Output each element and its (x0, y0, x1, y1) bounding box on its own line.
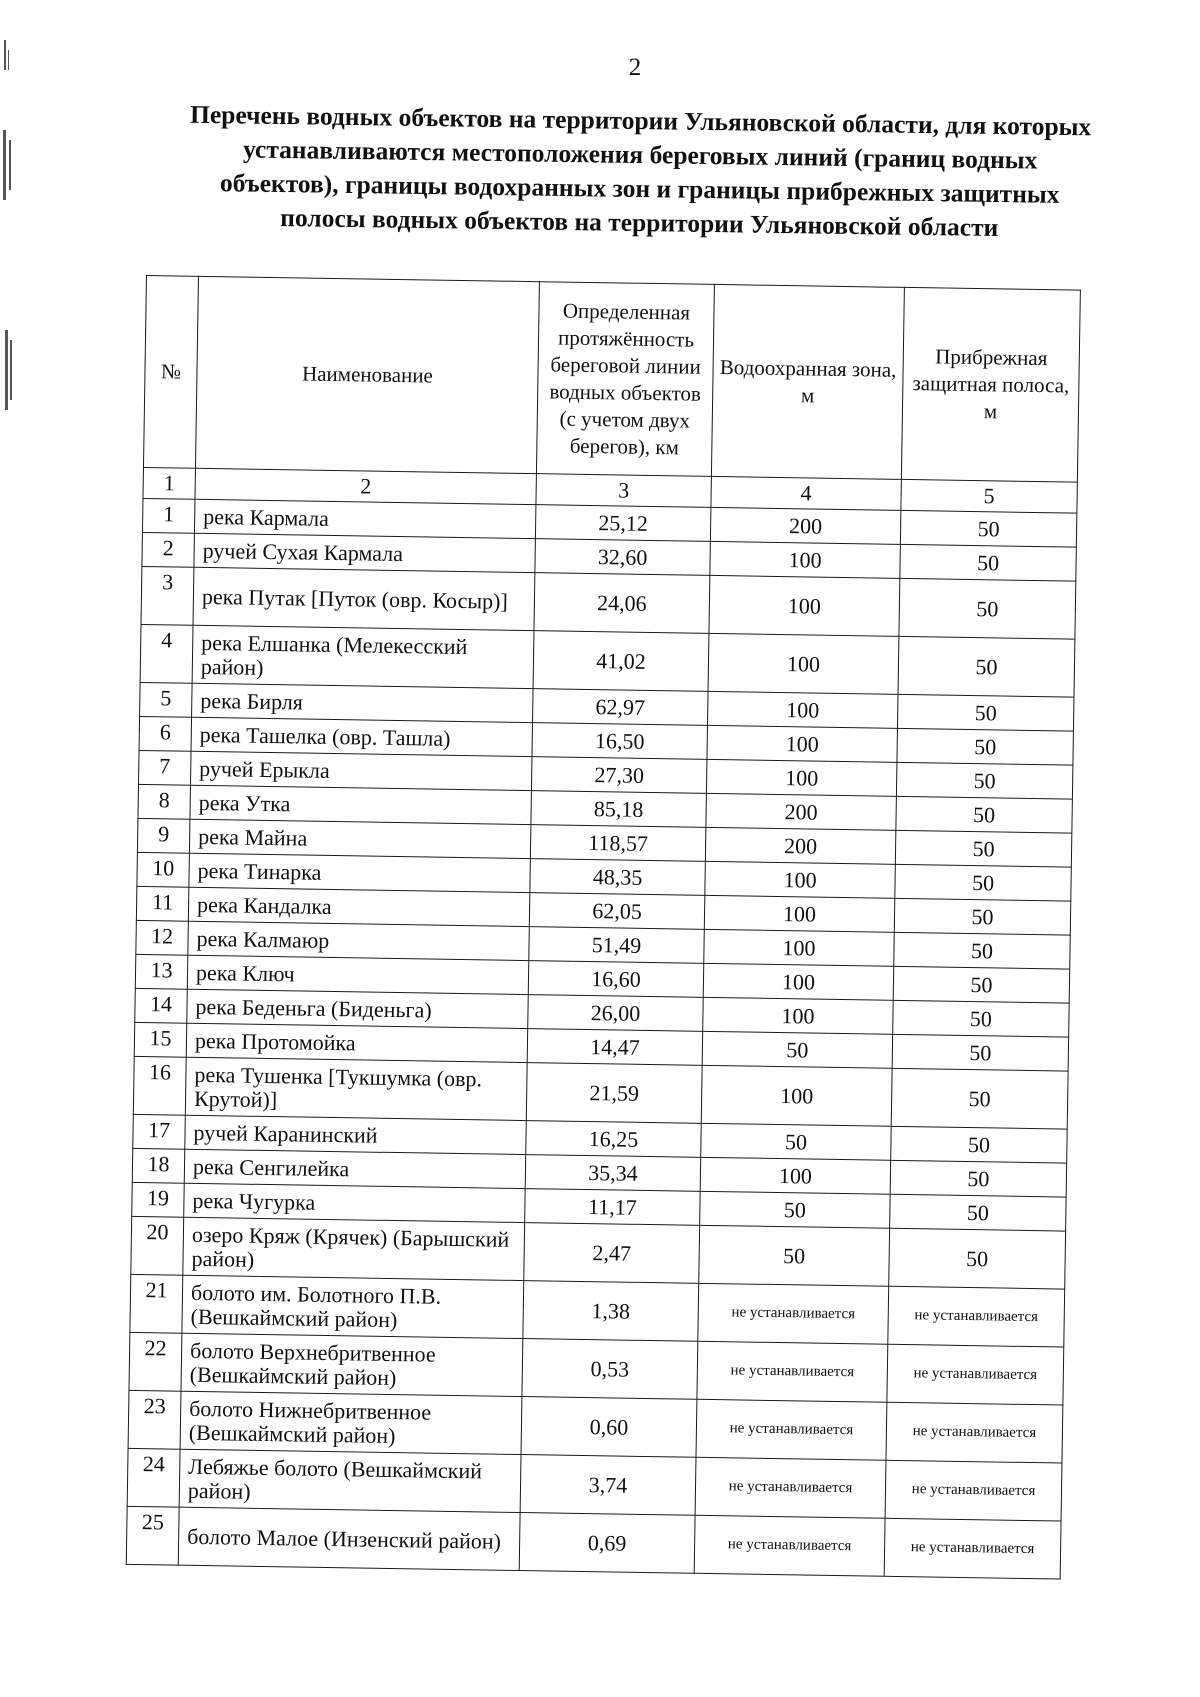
row-name: река Ключ (187, 955, 528, 994)
table-body (126, 498, 1077, 1579)
row-length: 21,59 (526, 1063, 702, 1124)
row-number: 23 (128, 1390, 181, 1449)
row-name: Лебяжье болото (Вешкаймский район) (179, 1449, 521, 1512)
row-length: 1,38 (523, 1281, 699, 1342)
row-water-zone: 50 (701, 1123, 892, 1160)
column-index: 5 (901, 479, 1077, 513)
row-number: 3 (141, 566, 194, 625)
row-coastal-strip: 50 (891, 1068, 1068, 1129)
title-line: объектов), границы водохранных зон и границы прибрежных защитных (219, 168, 1060, 209)
column-index: 1 (143, 467, 195, 499)
row-water-zone: 100 (704, 929, 895, 966)
row-coastal-strip: 50 (900, 510, 1077, 547)
row-water-zone: 100 (708, 633, 899, 694)
row-number: 20 (131, 1216, 184, 1275)
row-water-zone: не устанавливается (695, 1457, 886, 1518)
row-water-zone: 100 (709, 575, 900, 636)
title-line: Перечень водных объектов на территории Ульяновской области, для которых (189, 99, 1092, 142)
row-water-zone: 100 (705, 861, 896, 898)
row-length: 0,53 (522, 1339, 698, 1400)
row-water-zone: 200 (710, 507, 901, 544)
row-length: 0,60 (521, 1397, 697, 1458)
row-coastal-strip: 50 (892, 1034, 1069, 1071)
row-number: 14 (135, 988, 188, 1023)
row-number: 13 (135, 954, 188, 989)
row-length: 26,00 (528, 995, 704, 1032)
row-number: 1 (142, 498, 195, 533)
row-name: река Ташелка (овр. Ташла) (191, 717, 532, 756)
title-line: устанавливаются местоположения береговых линий (границ водных (242, 134, 1038, 175)
water-objects-table-wrapper (126, 275, 1081, 1580)
row-coastal-strip: 50 (893, 1000, 1070, 1037)
row-number: 17 (133, 1114, 186, 1149)
water-objects-table (126, 275, 1081, 1580)
row-name: река Тушенка [Тукшумка (овр. Крутой)] (185, 1057, 527, 1120)
row-length: 16,60 (528, 961, 704, 998)
row-water-zone: 50 (700, 1191, 891, 1228)
row-water-zone: не устанавливается (698, 1283, 889, 1344)
row-length: 62,05 (529, 893, 705, 930)
row-water-zone: 100 (710, 541, 901, 578)
row-name: река Путак [Путок (овр. Косыр)] (193, 567, 535, 630)
row-coastal-strip: 50 (896, 796, 1073, 833)
row-coastal-strip: 50 (897, 728, 1074, 765)
header-coastal-strip: Прибрежная защитная полоса, м (901, 287, 1080, 482)
row-length: 24,06 (534, 573, 710, 634)
row-coastal-strip: 50 (893, 966, 1070, 1003)
row-length: 25,12 (535, 505, 711, 542)
row-name: река Утка (190, 785, 531, 824)
row-name: река Чугурка (184, 1183, 525, 1222)
row-length: 41,02 (533, 631, 709, 692)
row-length: 62,97 (533, 689, 709, 726)
row-name: река Кармала (194, 499, 535, 538)
row-length: 16,50 (532, 723, 708, 760)
row-number: 16 (133, 1056, 186, 1115)
row-length: 2,47 (524, 1223, 700, 1284)
row-name: болото Нижнебритвенное (Вешкаймский район) (180, 1391, 522, 1454)
row-number: 11 (136, 886, 189, 921)
row-name: болото Верхнебритвенное (Вешкаймский район) (181, 1333, 523, 1396)
row-coastal-strip: 50 (897, 694, 1074, 731)
row-water-zone: 200 (705, 827, 896, 864)
row-length: 14,47 (527, 1029, 703, 1066)
row-number: 15 (134, 1022, 187, 1057)
row-name: ручей Сухая Кармала (194, 533, 535, 572)
row-number: 19 (132, 1182, 185, 1217)
row-coastal-strip: 50 (900, 544, 1077, 581)
row-water-zone: 100 (707, 725, 898, 762)
row-coastal-strip: не устанавливается (885, 1460, 1062, 1521)
row-length: 3,74 (520, 1455, 696, 1516)
header-length: Определенная протяжённость береговой линии водных объектов (с учетом двух берегов), км (536, 282, 714, 477)
row-coastal-strip: не устанавливается (884, 1518, 1061, 1579)
row-name: река Майна (189, 819, 530, 858)
row-length: 118,57 (530, 825, 706, 862)
scan-edge-noise (0, 30, 22, 450)
row-length: 48,35 (530, 859, 706, 896)
row-coastal-strip: 50 (894, 932, 1071, 969)
row-water-zone: 100 (707, 691, 898, 728)
row-number: 12 (136, 920, 189, 955)
row-number: 21 (130, 1274, 183, 1333)
row-name: река Протомойка (186, 1023, 527, 1062)
row-number: 7 (138, 750, 191, 785)
row-coastal-strip: 50 (891, 1126, 1068, 1163)
row-name: ручей Каранинский (185, 1115, 526, 1154)
row-number: 9 (137, 818, 190, 853)
row-length: 51,49 (529, 927, 705, 964)
row-name: озеро Кряж (Крячек) (Барышский район) (183, 1217, 525, 1280)
row-length: 0,69 (519, 1513, 695, 1574)
row-number: 8 (138, 784, 191, 819)
row-water-zone: 100 (703, 997, 894, 1034)
row-name: река Калмаюр (188, 921, 529, 960)
column-index: 3 (536, 474, 711, 508)
header-water-zone: Водоохранная зона, м (711, 284, 904, 479)
row-name: болото Малое (Инзенский район) (178, 1507, 520, 1570)
row-length: 85,18 (531, 791, 707, 828)
header-name: Наименование (195, 276, 539, 473)
row-coastal-strip: 50 (890, 1160, 1067, 1197)
row-name: река Кандалка (188, 887, 529, 926)
row-length: 35,34 (525, 1155, 701, 1192)
row-water-zone: 100 (706, 759, 897, 796)
column-index: 2 (195, 468, 536, 504)
row-number: 2 (142, 532, 195, 567)
row-coastal-strip: не устанавливается (888, 1286, 1065, 1347)
row-coastal-strip: 50 (889, 1228, 1066, 1289)
row-water-zone: 100 (704, 895, 895, 932)
row-water-zone: 100 (700, 1157, 891, 1194)
row-number: 24 (127, 1448, 180, 1507)
row-number: 5 (140, 682, 193, 717)
row-length: 11,17 (525, 1189, 701, 1226)
row-length: 32,60 (535, 539, 711, 576)
row-length: 16,25 (526, 1121, 702, 1158)
row-coastal-strip: 50 (895, 830, 1072, 867)
row-number: 18 (132, 1148, 185, 1183)
row-name: река Сенгилейка (184, 1149, 525, 1188)
row-water-zone: не устанавливается (694, 1515, 885, 1576)
document-title (119, 97, 1161, 248)
row-water-zone: 100 (703, 963, 894, 1000)
row-coastal-strip: не устанавливается (886, 1402, 1063, 1463)
row-name: река Беденьга (Биденьга) (187, 989, 528, 1028)
row-coastal-strip: 50 (895, 864, 1072, 901)
page-number: 2 (628, 54, 642, 81)
header-num: № (143, 276, 198, 469)
row-length: 27,30 (531, 757, 707, 794)
row-coastal-strip: не устанавливается (887, 1344, 1064, 1405)
row-coastal-strip: 50 (898, 636, 1075, 697)
row-number: 22 (129, 1332, 182, 1391)
row-water-zone: 200 (706, 793, 897, 830)
row-name: река Елшанка (Мелекесский район) (192, 625, 534, 688)
row-coastal-strip: 50 (899, 578, 1076, 639)
row-water-zone: 50 (699, 1225, 890, 1286)
row-number: 4 (140, 624, 193, 683)
row-name: болото им. Болотного П.В. (Вешкаймский район) (182, 1275, 524, 1338)
row-water-zone: не устанавливается (697, 1341, 888, 1402)
row-number: 6 (139, 716, 192, 751)
row-number: 10 (137, 852, 190, 887)
row-water-zone: 100 (701, 1065, 892, 1126)
row-name: река Тинарка (189, 853, 530, 892)
row-name: ручей Ерыкла (190, 751, 531, 790)
row-name: река Бирля (192, 683, 533, 722)
row-water-zone: 50 (702, 1031, 893, 1068)
column-index: 4 (711, 476, 901, 510)
row-coastal-strip: 50 (890, 1194, 1067, 1231)
row-water-zone: не устанавливается (696, 1399, 887, 1460)
row-coastal-strip: 50 (894, 898, 1071, 935)
row-coastal-strip: 50 (896, 762, 1073, 799)
row-number: 25 (126, 1506, 179, 1565)
title-line: полосы водных объектов на территории Ульяновской области (280, 202, 999, 243)
